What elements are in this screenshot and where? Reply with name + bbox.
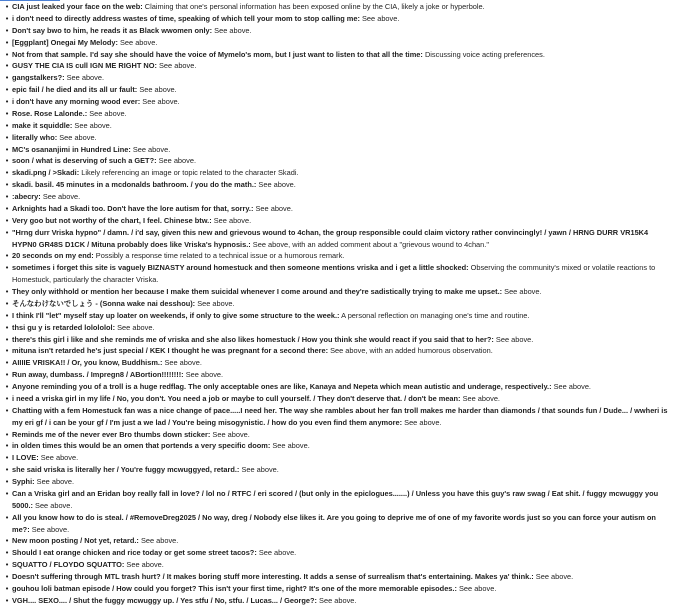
list-item — [2, 84, 669, 96]
list-item-text — [12, 571, 669, 583]
list-item-description: See above. — [138, 536, 179, 546]
list-item-quote: [Eggplant] Onegai My Melody: — [12, 37, 118, 47]
list-item-text — [12, 357, 669, 369]
list-item-quote: Run away, dumbass. / Impregn8 / ABortion!!!!!!!!: — [12, 370, 184, 380]
list-item — [2, 369, 669, 381]
list-item-description: See above. — [115, 322, 155, 332]
list-item-description: See above. — [256, 180, 296, 190]
list-item-quote: i don't have any morning wood ever: — [12, 97, 141, 106]
list-item — [2, 452, 669, 464]
list-item-quote: make it squiddle: — [12, 120, 73, 130]
list-item-text — [12, 84, 669, 96]
list-item-description: See above. — [64, 73, 105, 83]
list-item-description: See above. — [211, 215, 252, 225]
list-item-text — [12, 547, 669, 559]
list-item-description: See above, with an added humorous observation. — [328, 346, 493, 356]
list-item-quote: "Hrng durr Vriska hypno" / damn. / i'd say, given this new and grievous wound to 4chan, the group responsible could claim victory rather convincingly! / yawn / HRNG DURR VR15K4 HYPN0 GR48S D1CK / Mituna probably does like Vriska's hypnosis.: — [12, 227, 649, 249]
list-item-description: See above. — [195, 298, 235, 308]
list-item-text — [12, 1, 669, 13]
list-item-description: Claiming that one's personal information has been exposed online by the CIA, likely a joke or hyperbole. — [142, 2, 485, 11]
bullet-icon: • — [5, 405, 9, 415]
list-item-quote: VGH.... SEXO.... / Shut the fuggy mcwuggy up. / Yes stfu / No, stfu. / Lucas... / George?: — [12, 595, 317, 605]
bullet-icon: • — [5, 203, 9, 213]
list-item-text — [12, 310, 669, 322]
list-item-quote: Chatting with a fem Homestuck fan was a nice change of pace.....I need her. The way she rambles about her fan troll makes me harder than diamonds / that sounds fun / Dude... / wwheri is my eri gf / i can be your gf / I'm just a we lad / You're being misogynistic. / how do you even find them anymore: — [12, 405, 668, 427]
bullet-icon: • — [5, 61, 9, 71]
bullet-icon: • — [5, 370, 9, 380]
list-item — [2, 381, 669, 393]
bullet-icon: • — [5, 477, 9, 486]
list-item-text — [12, 191, 669, 203]
bullet-icon: • — [5, 358, 9, 368]
list-item-text — [12, 25, 669, 37]
list-item-text — [12, 429, 669, 441]
list-item-quote: she said vriska is literally her / You're fuggy mcwuggyed, retard.: — [12, 465, 240, 475]
list-item — [2, 191, 669, 203]
list-item-quote: Can a Vriska girl and an Eridan boy really fall in love? / lol no / RTFC / eri scored / (but only in the epiclogues.......) / Unless you have this guy's raw swag / Eat shit. / fuggy mcwuggy you 5000.: — [12, 488, 659, 510]
bullet-icon: • — [5, 334, 9, 344]
list-item-description: See above, with an added comment about a "grievous wound to 4chan." — [250, 239, 489, 249]
list-item-description: See above. — [162, 358, 202, 368]
list-item-text — [12, 144, 669, 156]
list-item — [2, 583, 669, 595]
bullet-icon: • — [5, 393, 9, 403]
list-item-text — [12, 440, 669, 452]
list-item — [2, 25, 669, 37]
list-item-quote: They only withhold or mention her because I make them suicidal whenever I come around and they're sadistically trying to make me upset.: — [12, 287, 503, 296]
list-item-text — [12, 262, 669, 286]
list-item-text — [12, 464, 669, 476]
list-item — [2, 559, 669, 571]
list-item-quote: New moon posting / Not yet, retard.: — [12, 536, 139, 546]
list-item-quote: 20 seconds on my end: — [12, 251, 94, 261]
list-item-description: Discussing voice acting preferences. — [422, 49, 545, 59]
list-item-description: See above. — [456, 583, 497, 593]
list-item-text — [12, 203, 669, 215]
list-item-quote: All you know how to do is steal. / #RemoveDreg2025 / No way, dreg / Nobody else likes it. Are you going to deprive me of one of my favorite words just so you can force your autism on me?: — [12, 512, 656, 534]
list-item-quote: :abecry: — [12, 192, 41, 201]
list-item-description: See above. — [256, 548, 297, 558]
list-item — [2, 535, 669, 547]
bullet-icon: • — [5, 441, 9, 451]
list-item-text — [12, 381, 669, 393]
bullet-icon: • — [5, 168, 9, 178]
list-item — [2, 429, 669, 441]
list-item-text — [12, 120, 669, 132]
list-item-text — [12, 559, 669, 571]
list-item — [2, 155, 669, 167]
list-item-text — [12, 334, 669, 346]
list-item-quote: in olden times this would be an omen that portends a very specific doom: — [12, 441, 271, 451]
list-item-quote: Syphi: — [12, 477, 35, 486]
list-item — [2, 49, 669, 61]
bullet-icon: • — [5, 108, 9, 118]
list-item — [2, 357, 669, 369]
bullet-icon: • — [5, 37, 9, 47]
list-item-text — [12, 322, 669, 334]
list-item-description: See above. — [316, 595, 357, 605]
list-item — [2, 179, 669, 191]
list-item-description: See above. — [137, 85, 177, 95]
list-item-description: See above. — [212, 25, 252, 35]
list-item-description: See above. — [87, 108, 127, 118]
list-item-description: See above. — [57, 132, 97, 142]
bullet-icon: • — [5, 465, 9, 475]
list-item-description: A personal reflection on managing one's time and routine. — [339, 310, 530, 320]
list-item-description: See above. — [460, 393, 500, 403]
list-item-quote: i need a vriska girl in my life / No, you don't. You need a job or maybe to cull yourself. / They don't deserve that. / don't be mean: — [12, 393, 461, 403]
bullet-icon: • — [5, 512, 9, 522]
list-item — [2, 250, 669, 262]
list-item-quote: literally who: — [12, 132, 58, 142]
list-item-text — [12, 250, 669, 262]
list-item-quote: MC's osananjimi in Hundred Line: — [12, 144, 131, 154]
list-item-description: See above. — [72, 120, 112, 130]
list-item-text — [12, 476, 669, 488]
list-item — [2, 488, 669, 512]
list-item-quote: gangstalkers?: — [12, 73, 65, 83]
list-item-quote: mituna isn't retarded he's just special / KEK I thought he was pregnant for a second there: — [12, 346, 329, 356]
list-item-description: See above. — [210, 429, 250, 439]
list-item-description: See above. — [359, 13, 400, 23]
list-item-quote: I LOVE: — [12, 453, 39, 463]
list-item-description: See above. — [156, 61, 197, 71]
bullet-icon: • — [5, 453, 9, 463]
list-item — [2, 215, 669, 227]
list-item — [2, 203, 669, 215]
list-item-quote: Not from that sample. I'd say she should have the voice of Mymelo's mom, but I just want to listen to that all the time: — [12, 49, 423, 59]
list-item-text — [12, 60, 669, 72]
list-item — [2, 476, 669, 488]
list-item-quote: skadi. basil. 45 minutes in a mcdonalds bathroom. / you do the math.: — [12, 180, 257, 190]
list-item-text — [12, 488, 669, 512]
list-item-description: See above. — [40, 192, 81, 201]
list-item — [2, 37, 669, 49]
list-item — [2, 595, 669, 607]
list-item — [2, 393, 669, 405]
list-item-text — [12, 155, 669, 167]
list-item — [2, 72, 669, 84]
list-item-description: See above. — [38, 453, 79, 463]
list-item — [2, 464, 669, 476]
list-item-description: See above. — [124, 560, 164, 570]
list-item — [2, 298, 669, 310]
bullet-icon: • — [5, 97, 9, 106]
list-item-description: See above. — [270, 441, 310, 451]
top-rule — [0, 0, 60, 1]
list-item-description: Likely referencing an image or topic related to the character Skadi. — [79, 168, 299, 178]
list-item-text — [12, 49, 669, 61]
list-item-quote: skadi.png / >Skadi: — [12, 168, 80, 178]
list-item-text — [12, 108, 669, 120]
list-item-text — [12, 512, 669, 536]
bullet-icon: • — [5, 287, 9, 296]
list-item-text — [12, 583, 669, 595]
list-item — [2, 120, 669, 132]
bullet-icon: • — [5, 429, 9, 439]
list-item-quote: Should I eat orange chicken and rice today or get some street tacos?: — [12, 548, 257, 558]
list-item — [2, 322, 669, 334]
bullet-icon: • — [5, 536, 9, 546]
list-item-text — [12, 96, 669, 108]
list-item — [2, 108, 669, 120]
list-item — [2, 547, 669, 559]
list-item-text — [12, 452, 669, 464]
list-item-quote: Reminds me of the never ever Bro thumbs down sticker: — [12, 429, 211, 439]
bullet-icon: • — [5, 251, 9, 261]
list-item — [2, 227, 669, 251]
list-item-text — [12, 215, 669, 227]
list-item-text — [12, 37, 669, 49]
list-item — [2, 345, 669, 357]
list-item-text — [12, 179, 669, 191]
bullet-icon: • — [5, 215, 9, 225]
bullet-icon: • — [5, 560, 9, 570]
bullet-icon: • — [5, 572, 9, 581]
list-item-quote: SQUATTO / FLOYDO SQUATTO: — [12, 560, 125, 570]
list-item-description: See above. — [239, 465, 279, 475]
list-item — [2, 286, 669, 298]
list-item-description: See above. — [117, 37, 158, 47]
list-item — [2, 13, 669, 25]
list-item-description: See above. — [402, 417, 442, 427]
bullet-icon: • — [5, 73, 9, 83]
bullet-icon: • — [5, 548, 9, 558]
list-item — [2, 167, 669, 179]
list-item-text — [12, 393, 669, 405]
bullet-icon: • — [5, 13, 9, 23]
list-item-description: See above. — [183, 370, 224, 380]
bullet-icon: • — [5, 322, 9, 332]
list-item-quote: そんなわけないでしょう - (Sonna wake nai desshou): — [12, 298, 196, 308]
list-item-description: See above. — [502, 287, 542, 296]
bullet-icon: • — [5, 2, 9, 11]
list-item-quote: Don't say bwo to him, he reads it as Black wwomen only: — [12, 25, 213, 35]
list-item-quote: I think I'll "let" myself stay up loater on weekends, if only to give some structure to the week.: — [12, 310, 340, 320]
bullet-icon: • — [5, 382, 9, 391]
bullet-icon: • — [5, 144, 9, 154]
list-item-quote: GUSY THE CIA IS cull IGN ME RIGHT NO: — [12, 61, 157, 71]
list-item — [2, 334, 669, 346]
list-item-description: See above. — [493, 334, 534, 344]
list-item-text — [12, 167, 669, 179]
bullet-icon: • — [5, 263, 9, 273]
bullet-icon: • — [5, 227, 9, 237]
bullet-icon: • — [5, 583, 9, 593]
list-item-quote: Very goo but not worthy of the chart, I feel. Chinese btw.: — [12, 215, 212, 225]
list-item-quote: thsi gu y is retarded lolololol: — [12, 322, 116, 332]
list-item-quote: Anyone reminding you of a troll is a huge redflag. The only acceptable ones are like, Kanaya and Nepeta which mean autistic and underage, respectively.: — [12, 382, 552, 391]
bullet-icon: • — [5, 595, 9, 605]
bullet-icon: • — [5, 180, 9, 190]
list-item-quote: i don't need to directly address wastes of time, speaking of which tell your mom to stop calling me: — [12, 13, 360, 23]
list-item-text — [12, 72, 669, 84]
list-item-text — [12, 227, 669, 251]
list-item-quote: soon / what is deserving of such a GET?: — [12, 156, 157, 166]
bullet-icon: • — [5, 346, 9, 356]
list-item — [2, 96, 669, 108]
list-item-description: See above. — [533, 572, 574, 581]
list-item-description: See above. — [551, 382, 591, 391]
list-item-text — [12, 369, 669, 381]
list-item — [2, 132, 669, 144]
list-item — [2, 262, 669, 286]
list-item-description: See above. — [156, 156, 197, 166]
list-item — [2, 512, 669, 536]
list-item — [2, 405, 669, 429]
list-item — [2, 144, 669, 156]
list-item-quote: there's this girl i like and she reminds me of vriska and she also likes homestuck / How you think she would react if you said that to her?: — [12, 334, 494, 344]
bullet-icon: • — [5, 298, 9, 308]
bullet-icon: • — [5, 49, 9, 59]
list-item — [2, 310, 669, 322]
list-item-description: See above. — [253, 203, 293, 213]
list-item-quote: CIA just leaked your face on the web: — [12, 2, 143, 11]
bullet-icon: • — [5, 132, 9, 142]
bullet-icon: • — [5, 192, 9, 201]
list-item-description: See above. — [32, 500, 73, 510]
bullet-icon: • — [5, 156, 9, 166]
list-item-description: See above. — [29, 524, 70, 534]
list-item — [2, 1, 669, 13]
list-item-text — [12, 595, 669, 607]
list-item-description: See above. — [34, 477, 75, 486]
bullet-icon: • — [5, 25, 9, 35]
list-item-quote: AIIIIE VRISKA!! / Or, you know, Buddhism.: — [12, 358, 163, 368]
list-item-quote: Rose. Rose Lalonde.: — [12, 108, 88, 118]
list-item-text — [12, 535, 669, 547]
bullet-icon: • — [5, 120, 9, 130]
list-item — [2, 571, 669, 583]
bullet-icon: • — [5, 310, 9, 320]
bullet-icon: • — [5, 488, 9, 498]
list-item-description: See above. — [140, 97, 180, 106]
list-item-text — [12, 405, 669, 429]
list-item-quote: sometimes i forget this site is vaguely BIZNASTY around homestuck and then someone mentions vriska and i get a little shocked: — [12, 263, 469, 273]
list-item-text — [12, 132, 669, 144]
list-item-quote: gouhou loli batman episode / How could you forget? This isn't your first time, right? It's one of the more memorable episodes.: — [12, 583, 457, 593]
list-item-text — [12, 298, 669, 310]
list-item — [2, 60, 669, 72]
list-item-text — [12, 286, 669, 298]
list-item-description: Observing the community's mixed or volatile reactions to Homestuck, particularly the character Vriska. — [12, 263, 656, 285]
bullet-icon: • — [5, 85, 9, 95]
list-item-text — [12, 345, 669, 357]
list-item-quote: Arknights had a Skadi too. Don't have the lore autism for that, sorry.: — [12, 203, 254, 213]
list-item — [2, 440, 669, 452]
list-item-text — [12, 13, 669, 25]
list-item-quote: Doesn't suffering through MTL trash hurt? / It makes boring stuff more interesting. It adds a sense of surrealism that's entertaining. Makes ya' think.: — [12, 572, 534, 581]
list-item-quote: epic fail / he died and its all ur fault: — [12, 85, 138, 95]
list-item-description: Possibly a response time related to a technical issue or a humorous remark. — [93, 251, 345, 261]
list-item-description: See above. — [130, 144, 171, 154]
